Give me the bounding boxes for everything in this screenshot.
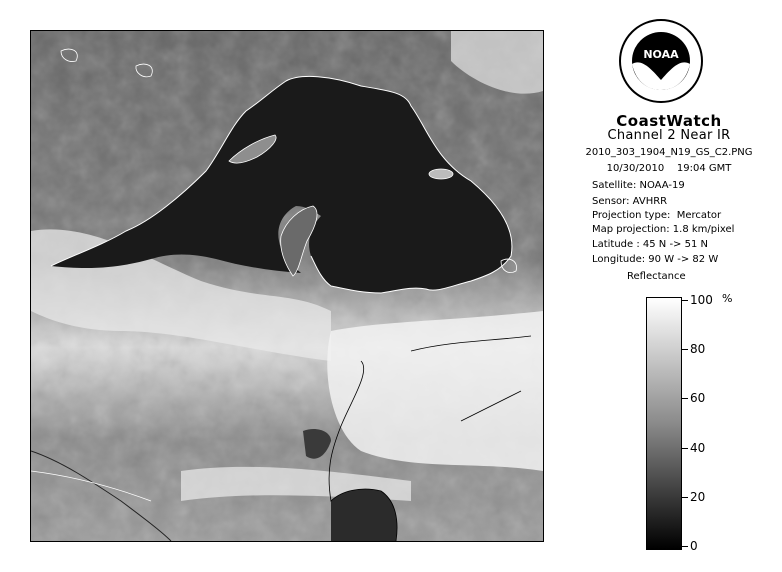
date-time: 10/30/2010 19:04 GMT [606,163,732,174]
colorbar-tick-label: 100 [690,293,713,307]
satellite-info: Satellite: NOAA-19 [592,180,685,191]
noaa-logo [618,18,704,104]
colorbar-tick-label: 0 [690,539,698,553]
colorbar-tick [682,398,688,399]
colorbar-tick [682,497,688,498]
colorbar-tick [682,448,688,449]
reflectance-colorbar [646,297,682,550]
app-title: CoastWatch [616,112,722,130]
satellite-map [31,31,543,541]
colorbar-unit: % [722,292,733,305]
longitude-range: Longitude: 90 W -> 82 W [592,254,719,265]
colorbar-tick-label: 20 [690,489,706,504]
satellite-image [30,30,544,542]
colorbar-tick-label: 80 [690,342,706,357]
colorbar-label: Reflectance [627,271,686,282]
colorbar-tick [682,546,688,547]
latitude-range: Latitude : 45 N -> 51 N [592,239,708,250]
colorbar-tick [682,300,688,301]
noaa-logo-label: NOAA [643,48,679,61]
island-east [429,169,453,179]
channel-subtitle: Channel 2 Near IR [607,128,731,143]
colorbar-tick [682,349,688,350]
projection-type: Projection type: Mercator [592,210,722,221]
map-projection: Map projection: 1.8 km/pixel [592,224,735,235]
file-name: 2010_303_1904_N19_GS_C2.PNG [585,147,753,158]
cloud-band-east [327,311,543,471]
colorbar-tick-label: 60 [690,391,706,406]
colorbar-tick-label: 40 [690,440,706,455]
sensor-info: Sensor: AVHRR [592,196,668,207]
